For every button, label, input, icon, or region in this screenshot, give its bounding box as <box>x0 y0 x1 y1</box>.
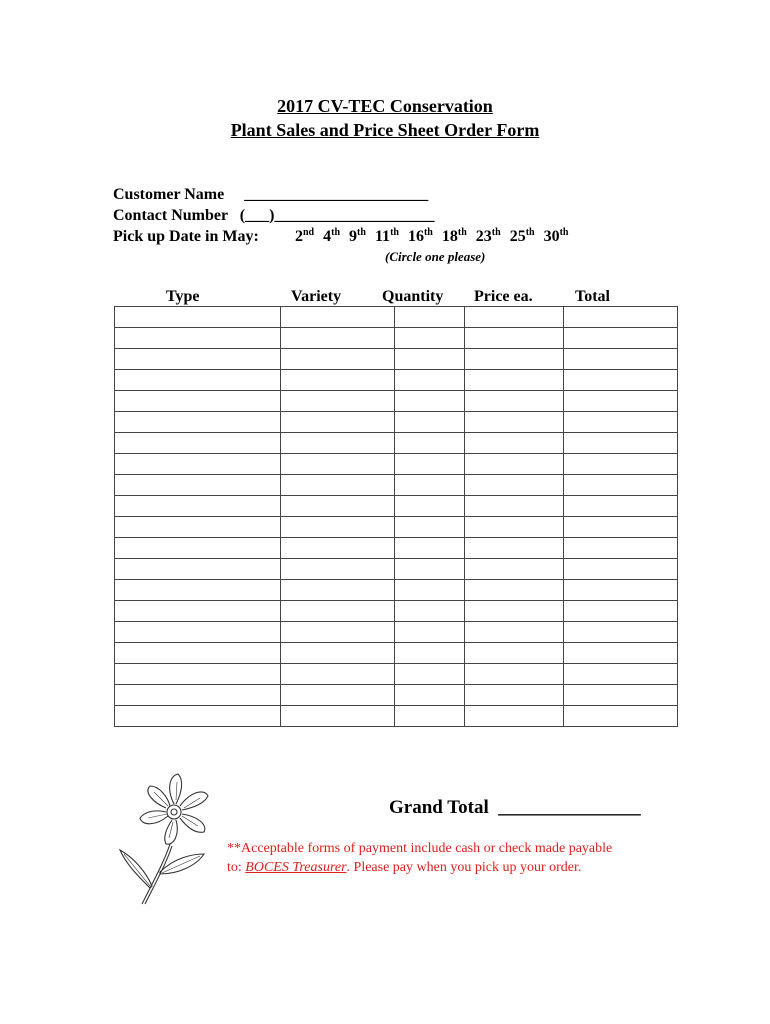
contact-number-field: Contact Number (___)____________________ <box>113 207 435 224</box>
table-cell-price-ea[interactable] <box>465 391 564 412</box>
table-cell-quantity[interactable] <box>395 601 465 622</box>
circle-instruction: (Circle one please) <box>385 249 486 264</box>
payment-prefix: to: <box>227 860 246 875</box>
pickup-date-number: 23 <box>475 228 492 245</box>
table-cell-variety[interactable] <box>281 433 395 454</box>
table-cell-price-ea[interactable] <box>465 559 564 580</box>
table-cell-total[interactable] <box>564 517 678 538</box>
table-cell-quantity[interactable] <box>395 706 465 727</box>
table-cell-variety[interactable] <box>281 328 395 349</box>
table-cell-total[interactable] <box>564 475 678 496</box>
table-cell-type[interactable] <box>115 412 281 433</box>
table-cell-variety[interactable] <box>281 517 395 538</box>
table-cell-variety[interactable] <box>281 685 395 706</box>
table-cell-total[interactable] <box>564 643 678 664</box>
table-row <box>115 517 678 538</box>
table-cell-type[interactable] <box>115 559 281 580</box>
column-header-type: Type <box>166 288 200 305</box>
table-cell-type[interactable] <box>115 475 281 496</box>
table-row <box>115 454 678 475</box>
table-cell-variety[interactable] <box>281 643 395 664</box>
table-cell-quantity[interactable] <box>395 664 465 685</box>
table-row <box>115 307 678 328</box>
table-cell-type[interactable] <box>115 433 281 454</box>
payment-suffix: . Please pay when you pick up your order. <box>346 860 582 875</box>
pickup-date-suffix: th <box>390 227 399 238</box>
pickup-date-suffix: th <box>331 227 341 238</box>
table-cell-quantity[interactable] <box>395 643 465 664</box>
table-cell-quantity[interactable] <box>395 538 465 559</box>
table-cell-total[interactable] <box>564 538 678 559</box>
table-cell-type[interactable] <box>115 706 281 727</box>
table-cell-variety[interactable] <box>281 475 395 496</box>
table-cell-price-ea[interactable] <box>465 454 564 475</box>
pickup-date-number: 30 <box>543 228 560 245</box>
pickup-date-suffix: th <box>559 227 569 238</box>
pickup-date-number: 25 <box>509 228 526 245</box>
pickup-date-option <box>544 228 569 245</box>
pickup-date-options <box>295 228 578 246</box>
column-header-variety: Variety <box>291 288 342 305</box>
table-cell-type[interactable] <box>115 349 281 370</box>
table-cell-price-ea[interactable] <box>465 706 564 727</box>
table-cell-quantity[interactable] <box>395 517 465 538</box>
table-cell-price-ea[interactable] <box>465 643 564 664</box>
pickup-date-number: 9 <box>349 228 358 245</box>
table-cell-type[interactable] <box>115 580 281 601</box>
table-cell-total[interactable] <box>564 454 678 475</box>
pickup-date-number: 16 <box>407 228 424 245</box>
table-row <box>115 622 678 643</box>
table-cell-variety[interactable] <box>281 559 395 580</box>
table-cell-quantity[interactable] <box>395 433 465 454</box>
pickup-date-option <box>510 228 535 245</box>
table-row <box>115 370 678 391</box>
table-cell-price-ea[interactable] <box>465 622 564 643</box>
table-cell-total[interactable] <box>564 664 678 685</box>
table-cell-price-ea[interactable] <box>465 664 564 685</box>
pickup-date-number: 11 <box>374 228 391 245</box>
table-cell-type[interactable] <box>115 622 281 643</box>
table-cell-type[interactable] <box>115 454 281 475</box>
table-cell-price-ea[interactable] <box>465 538 564 559</box>
payment-note-line2 <box>227 858 657 877</box>
pickup-date-number: 4 <box>323 228 332 245</box>
column-header-price: Price ea. <box>474 288 533 305</box>
pickup-date-option <box>349 228 366 245</box>
table-cell-price-ea[interactable] <box>465 433 564 454</box>
table-cell-total[interactable] <box>564 328 678 349</box>
table-cell-total[interactable] <box>564 412 678 433</box>
pickup-date-option <box>442 228 467 245</box>
table-cell-quantity[interactable] <box>395 454 465 475</box>
table-cell-type[interactable] <box>115 664 281 685</box>
table-row <box>115 601 678 622</box>
table-cell-variety[interactable] <box>281 349 395 370</box>
pickup-date-option <box>323 228 340 245</box>
pickup-date-suffix: th <box>423 227 433 238</box>
table-row <box>115 538 678 559</box>
table-cell-quantity[interactable] <box>395 580 465 601</box>
payment-note <box>227 839 657 877</box>
order-table <box>114 306 678 727</box>
pickup-date-option <box>295 228 314 245</box>
table-cell-variety[interactable] <box>281 601 395 622</box>
table-cell-total[interactable] <box>564 370 678 391</box>
table-row <box>115 643 678 664</box>
table-cell-quantity[interactable] <box>395 622 465 643</box>
table-cell-variety[interactable] <box>281 496 395 517</box>
table-row <box>115 328 678 349</box>
table-cell-variety[interactable] <box>281 580 395 601</box>
table-cell-total[interactable] <box>564 706 678 727</box>
table-row <box>115 391 678 412</box>
table-cell-total[interactable] <box>564 685 678 706</box>
table-cell-type[interactable] <box>115 328 281 349</box>
table-cell-total[interactable] <box>564 622 678 643</box>
pickup-date-option <box>408 228 433 245</box>
pickup-date-suffix: th <box>525 227 535 238</box>
pickup-date-number: 18 <box>441 228 458 245</box>
table-cell-total[interactable] <box>564 349 678 370</box>
grand-total-field: Grand Total _______________ <box>389 797 641 818</box>
pickup-date-number: 2 <box>295 228 303 245</box>
column-header-quantity: Quantity <box>382 288 444 305</box>
table-cell-variety[interactable] <box>281 370 395 391</box>
pickup-date-suffix: nd <box>303 227 315 238</box>
table-row <box>115 475 678 496</box>
table-cell-quantity[interactable] <box>395 496 465 517</box>
table-cell-total[interactable] <box>564 601 678 622</box>
table-cell-type[interactable] <box>115 517 281 538</box>
form-subtitle: Plant Sales and Price Sheet Order Form <box>230 120 540 140</box>
table-cell-total[interactable] <box>564 307 678 328</box>
customer-name-field: Customer Name _______________________ <box>113 186 429 203</box>
table-cell-type[interactable] <box>115 601 281 622</box>
table-row <box>115 349 678 370</box>
table-cell-variety[interactable] <box>281 307 395 328</box>
pickup-date-suffix: th <box>357 227 366 238</box>
table-cell-price-ea[interactable] <box>465 328 564 349</box>
payee-name: BOCES Treasurer <box>245 860 347 875</box>
table-cell-variety[interactable] <box>281 454 395 475</box>
table-cell-price-ea[interactable] <box>465 349 564 370</box>
table-cell-quantity[interactable] <box>395 349 465 370</box>
table-cell-type[interactable] <box>115 685 281 706</box>
table-cell-variety[interactable] <box>281 706 395 727</box>
table-cell-price-ea[interactable] <box>465 475 564 496</box>
pickup-date-suffix: th <box>491 227 501 238</box>
table-cell-quantity[interactable] <box>395 391 465 412</box>
column-header-total: Total <box>575 288 610 305</box>
table-cell-type[interactable] <box>115 643 281 664</box>
table-cell-quantity[interactable] <box>395 559 465 580</box>
table-cell-variety[interactable] <box>281 622 395 643</box>
payment-note-line1: **Acceptable forms of payment include cash or check made payable <box>227 841 613 856</box>
table-cell-total[interactable] <box>564 496 678 517</box>
table-cell-quantity[interactable] <box>395 475 465 496</box>
pickup-date-option <box>375 228 399 245</box>
table-row <box>115 685 678 706</box>
table-row <box>115 496 678 517</box>
table-cell-quantity[interactable] <box>395 412 465 433</box>
form-title: 2017 CV-TEC Conservation <box>277 96 493 116</box>
table-cell-price-ea[interactable] <box>465 580 564 601</box>
table-cell-price-ea[interactable] <box>465 307 564 328</box>
table-row <box>115 412 678 433</box>
pickup-date-suffix: th <box>457 227 467 238</box>
table-cell-quantity[interactable] <box>395 370 465 391</box>
table-cell-price-ea[interactable] <box>465 517 564 538</box>
table-cell-variety[interactable] <box>281 538 395 559</box>
table-cell-price-ea[interactable] <box>465 601 564 622</box>
table-cell-quantity[interactable] <box>395 307 465 328</box>
table-cell-total[interactable] <box>564 580 678 601</box>
table-cell-price-ea[interactable] <box>465 370 564 391</box>
table-cell-variety[interactable] <box>281 664 395 685</box>
flower-illustration <box>112 770 216 908</box>
table-row <box>115 559 678 580</box>
pickup-date-option <box>476 228 501 245</box>
table-cell-type[interactable] <box>115 391 281 412</box>
table-row <box>115 433 678 454</box>
table-row <box>115 706 678 727</box>
table-cell-type[interactable] <box>115 538 281 559</box>
table-cell-quantity[interactable] <box>395 328 465 349</box>
table-cell-total[interactable] <box>564 559 678 580</box>
table-cell-total[interactable] <box>564 391 678 412</box>
pickup-date-label: Pick up Date in May: <box>113 228 259 245</box>
table-cell-variety[interactable] <box>281 412 395 433</box>
table-row <box>115 664 678 685</box>
table-cell-price-ea[interactable] <box>465 496 564 517</box>
table-row <box>115 580 678 601</box>
table-cell-type[interactable] <box>115 307 281 328</box>
table-cell-type[interactable] <box>115 496 281 517</box>
table-cell-variety[interactable] <box>281 391 395 412</box>
table-cell-type[interactable] <box>115 370 281 391</box>
table-cell-quantity[interactable] <box>395 685 465 706</box>
table-cell-price-ea[interactable] <box>465 685 564 706</box>
table-cell-price-ea[interactable] <box>465 412 564 433</box>
table-cell-total[interactable] <box>564 433 678 454</box>
